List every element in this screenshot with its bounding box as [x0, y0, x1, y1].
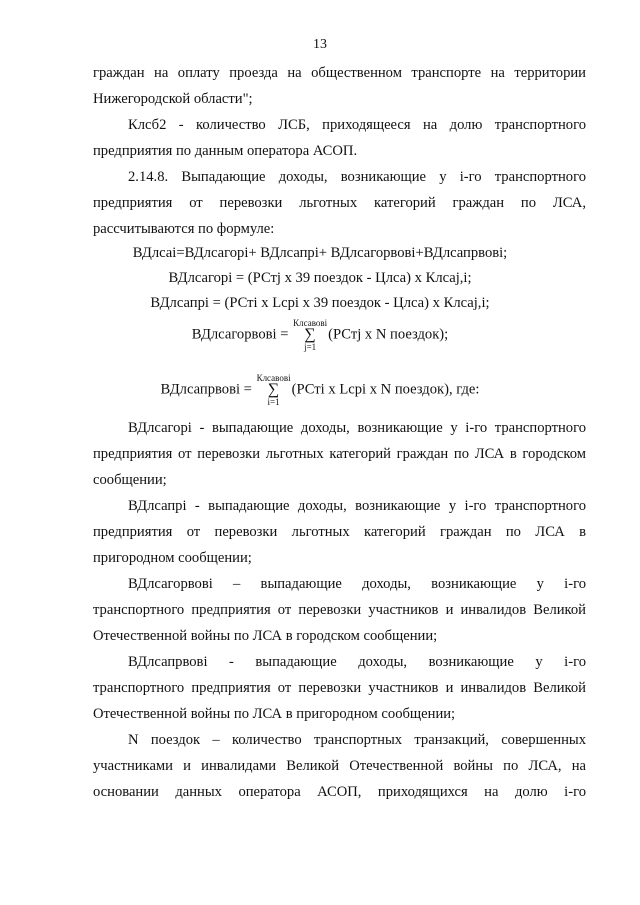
text-line: транспортного предприятия от перевозки участников и инвалидов Великой [93, 680, 586, 696]
formula-5 [0, 373, 640, 407]
formula-5-right: (РСтi х Lсрi х N поездок), где: [291, 381, 480, 398]
sum-symbol [293, 318, 327, 352]
section-2-14-8-line: 2.14.8. Выпадающие доходы, возникающие у i-го транспортного [128, 169, 586, 185]
sum-lower-limit: j=1 [304, 342, 317, 352]
text-line: предприятия от перевозки льготных категорий граждан по ЛСА, [93, 195, 586, 211]
text-line: транспортного предприятия от перевозки участников и инвалидов Великой [93, 602, 586, 618]
sum-lower-limit: i=1 [267, 397, 280, 407]
text-line: Отечественной войны по ЛСА в городском сообщении; [93, 628, 438, 644]
text-line: предприятия по данным оператора АСОП. [93, 143, 358, 159]
sum-upper-limit: Клсавовi [256, 373, 291, 383]
formula-2: ВДлсагорi = (РСтj х 39 поездок - Цлса) х Клсаj,i; [168, 270, 472, 286]
text-line: рассчитываются по формуле: [93, 221, 275, 237]
text-line: ВДлсапрi - выпадающие доходы, возникающие у i-го транспортного [128, 498, 586, 514]
text-line: пригородном сообщении; [93, 550, 252, 566]
text-line: граждан на оплату проезда на общественном транспорте на территории [93, 65, 586, 81]
formula-5-left: ВДлсапрвовi = [160, 381, 252, 398]
sum-upper-limit: Клсавовi [293, 318, 328, 328]
text-line: сообщении; [93, 472, 167, 488]
text-line: ВДлсагорвовi – выпадающие доходы, возникающие у i-го [128, 576, 586, 592]
sigma-icon: ∑ [267, 381, 280, 398]
text-line: Отечественной войны по ЛСА в пригородном сообщении; [93, 706, 456, 722]
sum-symbol [257, 373, 291, 407]
text-line: Клсб2 - количество ЛСБ, приходящееся на долю транспортного [128, 117, 586, 133]
text-line: ВДлсапрвовi - выпадающие доходы, возникающие у i-го [128, 654, 586, 670]
text-line: предприятия от перевозки льготных категорий граждан по ЛСА в городском [93, 446, 586, 462]
formula-4-left: ВДлсагорвовi = [191, 326, 289, 343]
text-line: Нижегородской области"; [93, 91, 253, 107]
formula-1: ВДлсаi=ВДлсагорi+ ВДлсапрi+ ВДлсагорвовi+ВДлсапрвовi; [132, 245, 508, 261]
text-line: предприятия от перевозки льготных категорий граждан по ЛСА в [93, 524, 586, 540]
sigma-icon: ∑ [304, 326, 316, 343]
text-line: ВДлсагорi - выпадающие доходы, возникающие у i-го транспортного [128, 420, 586, 436]
text-line: N поездок – количество транспортных транзакций, совершенных [128, 732, 586, 748]
formula-4 [0, 318, 640, 352]
page-number: 13 [313, 37, 327, 52]
text-line: основании данных оператора АСОП, приходящихся на долю i-го [93, 784, 586, 800]
text-line: участниками и инвалидами Великой Отечественной войны по ЛСА, на [93, 758, 586, 774]
formula-4-right: (РСтj х N поездок); [328, 326, 449, 343]
formula-3: ВДлсапрi = (РСтi х Lсрi х 39 поездок - Цлса) х Клсаj,i; [150, 295, 490, 311]
